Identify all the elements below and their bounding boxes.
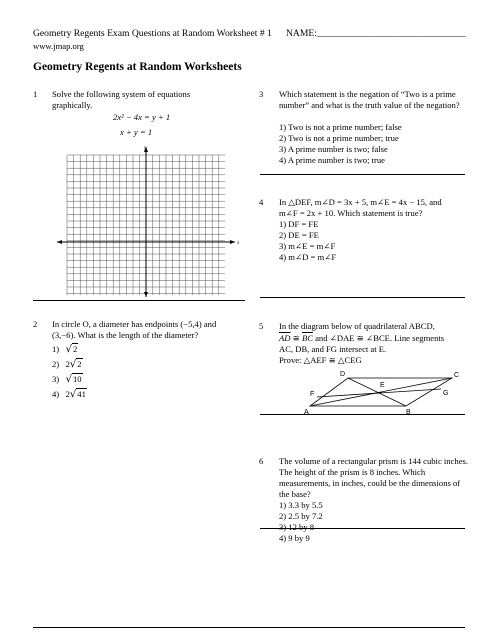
option-2[interactable]: 2) Two is not a prime number; true [279, 133, 399, 143]
label-e: E [380, 382, 385, 389]
label-d: D [340, 371, 346, 378]
label-b: B [406, 409, 411, 416]
label-g: G [443, 390, 449, 397]
question-text-line-1: In the diagram below of quadrilateral ABCD, [279, 321, 435, 331]
question-text: In circle O, a diameter has endpoints (−5,4) and (3,−6). What is the length of the diameter? [52, 319, 217, 340]
question-number: 2 [33, 319, 38, 329]
option-1[interactable]: 1) 3.3 by 5.5 [279, 500, 323, 510]
coordinate-grid [55, 143, 245, 303]
divider [260, 297, 465, 298]
equation-1: 2x² − 4x = y + 1 [113, 112, 171, 122]
y-axis-label: y [144, 146, 147, 151]
x-axis-label: x [237, 241, 240, 246]
header-title: Geometry Regents Exam Questions at Random Worksheet # 1 [33, 28, 272, 39]
question-text-line-2: $\overline{AD}$ ≅ $\overline{BC}$ and ∠DAE ≅ ∠BCE. Line segments [279, 333, 445, 343]
label-a: A [304, 409, 309, 416]
option-4[interactable]: 4) 2√41 [52, 389, 86, 400]
x-axis-arrow-right [230, 240, 235, 244]
answer-options [52, 344, 87, 404]
question-text-line-1: In △DEF, m∠D = 3x + 5, m∠E = 4x − 15, and [279, 197, 442, 207]
answer-options [279, 500, 323, 544]
question-number: 4 [259, 197, 264, 207]
divider [260, 174, 465, 175]
label-f: F [310, 391, 315, 398]
option-2[interactable]: 2) DE = FE [279, 230, 319, 240]
segment-bc: $\overline{BC}$ [301, 333, 313, 343]
question-text: Which statement is the negation of “Two is a prime number” and what is the truth value of the negation? [279, 89, 460, 110]
option-4[interactable]: 4) 9 by 9 [279, 533, 310, 543]
question-text-line-2: m∠F = 2x + 10. Which statement is true? [279, 208, 423, 218]
question-text-line-4: Prove: △AEF ≅ △CEG [279, 355, 362, 365]
answer-options [279, 122, 402, 166]
option-1[interactable]: 1) √2 [52, 344, 78, 355]
option-3[interactable]: 3) A prime number is two; false [279, 144, 388, 154]
quadrilateral-diagram [296, 370, 466, 420]
website-link[interactable]: www.jmap.org [33, 41, 84, 51]
equation-2: x + y = 1 [120, 127, 153, 137]
x-axis-arrow-left [57, 240, 62, 244]
option-2[interactable]: 2) 2√2 [52, 359, 82, 370]
option-3[interactable]: 3) √10 [52, 374, 82, 385]
option-3[interactable]: 3) m∠E = m∠F [279, 241, 336, 251]
page-title: Geometry Regents at Random Worksheets [33, 61, 242, 73]
option-4[interactable]: 4) m∠D = m∠F [279, 252, 337, 262]
segment-ad: $\overline{AD}$ [279, 333, 291, 343]
question-number: 3 [259, 89, 264, 99]
option-1[interactable]: 1) Two is not a prime number; false [279, 122, 402, 132]
label-c: C [454, 372, 460, 379]
option-2[interactable]: 2) 2.5 by 7.2 [279, 511, 323, 521]
question-text: Solve the following system of equations graphically. [52, 89, 191, 110]
name-field-label: NAME:_______________________________ [286, 28, 466, 39]
question-number: 1 [33, 89, 38, 99]
answer-options [279, 219, 336, 263]
question-number: 6 [259, 456, 264, 466]
question-text: The volume of a rectangular prism is 144 cubic inches. The height of the prism is 8 inches. Which measurements, in inches, could be the dimensions of the base? [279, 456, 469, 499]
option-3[interactable]: 3) 12 by 8 [279, 522, 315, 532]
option-1[interactable]: 1) DF = FE [279, 219, 319, 229]
divider [33, 627, 465, 628]
question-number: 5 [259, 321, 264, 331]
option-4[interactable]: 4) A prime number is two; true [279, 155, 385, 165]
y-axis-arrow-down [144, 292, 148, 297]
question-text-line-3: AC, DB, and FG intersect at E. [279, 344, 387, 354]
